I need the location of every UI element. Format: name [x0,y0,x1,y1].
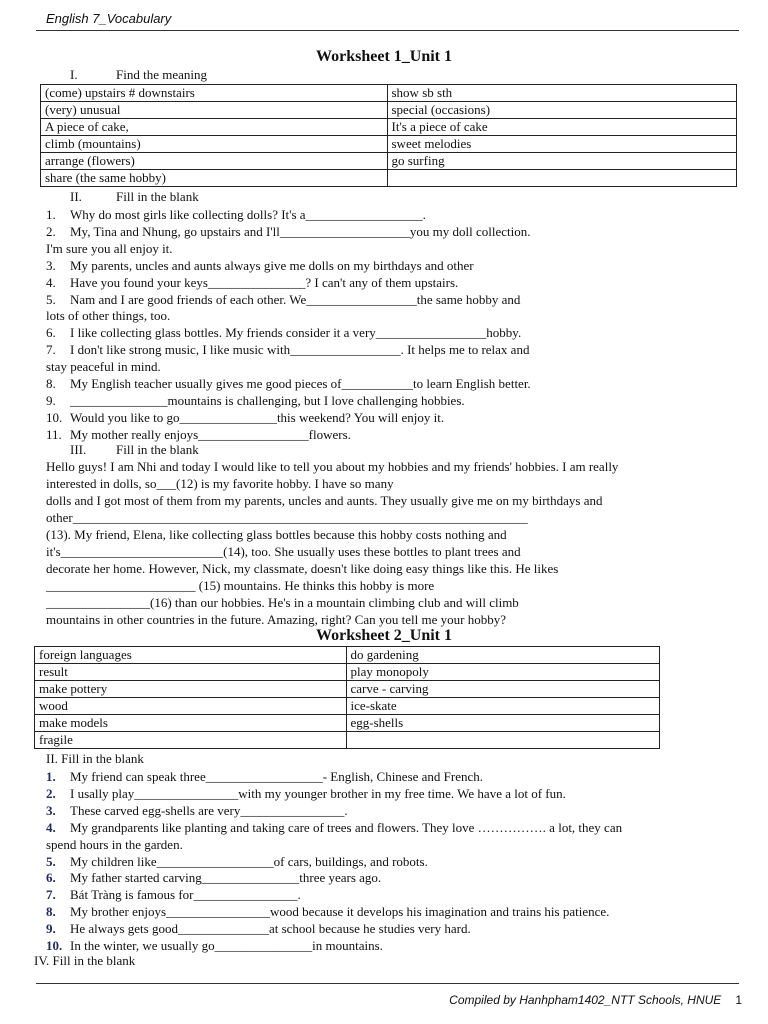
exercise-line [46,920,746,937]
exercise-text: stay peaceful in mind. [46,359,161,375]
exercise-number: 3. [46,802,56,818]
vocab-row [41,136,737,153]
exercise-number: 10. [46,938,63,953]
vocab-cell: fragile [35,732,347,749]
exercise-text: Nam and I are good friends of each other. We_________________the same hobby and [70,291,521,307]
passage-line: ________________(16) than our hobbies. He's in a mountain climbing club and will climb [46,595,519,610]
vocab-row [41,85,737,102]
vocab-row [41,153,737,170]
exercise-line [46,785,746,802]
exercise-line [46,291,746,308]
exercise-text: My friend can speak three__________________- English, Chinese and French. [70,769,484,784]
vocab-row [35,647,660,664]
exercise-line [46,257,746,274]
vocab-row [35,664,660,681]
exercise-text: spend hours in the garden. [46,836,183,852]
vocab-cell: make models [35,715,347,732]
worksheet-1-title: Worksheet 1_Unit 1 [316,48,452,65]
section-1-heading [70,67,207,83]
vocab-cell: carve - carving [346,681,660,698]
vocab-row [41,170,737,187]
exercise-number: 5. [46,291,56,307]
vocab-cell: climb (mountains) [41,136,388,153]
vocab-table-1 [40,84,737,187]
vocab-cell [346,732,660,749]
vocab-cell: make pottery [35,681,347,698]
exercise-number: 11. [46,426,62,442]
passage-line: mountains in other countries in the future. Amazing, right? Can you tell me your hobby? [46,612,506,627]
footer-credit: Compiled by Hanhpham1402_NTT Schools, HNUE [449,993,722,1007]
exercise-text: In the winter, we usually go_______________in mountains. [70,938,383,953]
vocab-cell: arrange (flowers) [41,153,388,170]
worksheet-2-title: Worksheet 2_Unit 1 [316,627,452,644]
vocab-cell: ice-skate [346,698,660,715]
page-number: 1 [735,993,742,1007]
vocab-cell: egg-shells [346,715,660,732]
header-title: English 7_Vocabulary [46,11,172,26]
exercise-number: 2. [46,223,56,239]
exercise-text: My father started carving_______________three years ago. [70,870,382,886]
exercise-line [46,274,746,291]
exercise-line [46,358,746,375]
exercise-line [46,341,746,358]
exercise-number: 9. [46,392,56,408]
vocab-cell: A piece of cake, [41,119,388,136]
vocab-cell: share (the same hobby) [41,170,388,187]
exercise-text: My English teacher usually gives me good pieces of___________to learn English better. [70,376,531,391]
exercise-number: 9. [46,921,56,937]
exercise-line [46,886,746,903]
vocab-cell: go surfing [387,153,737,170]
exercise-line [46,869,746,886]
exercise-text: My children like__________________of cars, buildings, and robots. [70,853,428,869]
exercise-text: My mother really enjoys_________________flowers. [70,426,351,442]
exercise-line [46,426,746,443]
footer-divider [36,983,739,984]
vocab-cell: play monopoly [346,664,660,681]
exercise-line [46,392,746,409]
exercise-line [46,937,746,954]
exercise-number: 1. [46,769,56,784]
passage-line: other______________________________________________________________________ [46,510,528,525]
exercise-text: I don't like strong music, I like music with_________________. It helps me to relax and [70,342,530,358]
exercise-line [46,853,746,870]
section-2-heading [70,189,199,205]
passage [46,458,746,628]
vocab-row [41,102,737,119]
exercise-text: I usally play________________with my younger brother in my free time. We have a lot of fun. [70,785,566,801]
exercise-line [46,836,746,853]
section-2-title: Fill in the blank [116,189,199,204]
exercise-line [46,223,746,240]
exercise-line [46,324,746,341]
exercise-text: My grandparents like planting and taking care of trees and flowers. They love ……………. a lot, they can [70,819,623,835]
exercise-line [46,802,746,819]
vocab-cell: sweet melodies [387,136,737,153]
header-divider [36,30,739,31]
exercise-line [46,819,746,836]
vocab-cell: show sb sth [387,85,737,102]
exercise-line [46,768,746,785]
passage-line: (13). My friend, Elena, like collecting glass bottles because this hobby costs nothing and [46,527,507,542]
exercise-text: Bát Tràng is famous for________________. [70,887,301,903]
section-3-heading [70,442,199,458]
exercise-text: These carved egg-shells are very________________. [70,802,348,818]
vocab-cell: (very) unusual [41,102,388,119]
exercise-text: _______________mountains is challenging, but I love challenging hobbies. [70,392,465,408]
exercise-number: 3. [46,257,56,273]
vocab-row [35,698,660,715]
passage-line: _______________________ (15) mountains. He thinks this hobby is more [46,578,435,593]
exercise-number: 2. [46,785,56,801]
ws2-section-2-heading: II. Fill in the blank [46,751,144,766]
passage-line: dolls and I got most of them from my parents, uncles and aunts. They usually give me on my birthdays and [46,493,603,508]
vocab-cell: (come) upstairs # downstairs [41,85,388,102]
vocab-cell: special (occasions) [387,102,737,119]
exercise-text: My, Tina and Nhung, go upstairs and I'll____________________you my doll collection. [70,223,531,239]
section-2-roman: II. [70,189,82,204]
section-3-roman: III. [70,442,87,457]
exercise-text: I'm sure you all enjoy it. [46,240,173,256]
exercise-line [46,409,746,426]
section-3-title: Fill in the blank [116,442,199,457]
exercise-number: 8. [46,376,56,391]
exercise-number: 7. [46,887,56,903]
exercise-number: 4. [46,274,56,290]
vocab-cell: wood [35,698,347,715]
exercise-text: My brother enjoys________________wood because it develops his imagination and trains his patience. [70,904,610,920]
exercise-number: 8. [46,904,56,920]
exercise-number: 6. [46,870,56,886]
exercise-text: Why do most girls like collecting dolls? It's a__________________. [70,207,426,222]
exercise-text: I like collecting glass bottles. My friends consider it a very_________________hobby. [70,325,522,341]
exercise-text: Would you like to go_______________this weekend? You will enjoy it. [70,409,445,425]
vocab-cell: do gardening [346,647,660,664]
vocab-row [35,715,660,732]
vocab-row [35,681,660,698]
exercise-line [46,240,746,257]
exercise-text: lots of other things, too. [46,308,171,324]
exercise-number: 6. [46,325,56,341]
exercise-text: My parents, uncles and aunts always give me dolls on my birthdays and other [70,257,474,273]
passage-line: decorate her home. However, Nick, my classmate, doesn't like doing easy things like this. He likes [46,561,559,576]
passage-line: it's_________________________(14), too. She usually uses these bottles to plant trees and [46,544,521,559]
vocab-cell: result [35,664,347,681]
exercise-number: 4. [46,819,56,835]
exercise-line [46,307,746,324]
exercise-line [46,375,746,392]
vocab-row [41,119,737,136]
vocab-table-2 [34,646,660,749]
footer [449,993,742,1007]
vocab-cell: It's a piece of cake [387,119,737,136]
exercise-text: He always gets good______________at school because he studies very hard. [70,921,471,937]
exercise-number: 1. [46,207,56,222]
exercise-number: 5. [46,853,56,869]
vocab-cell [387,170,737,187]
vocab-cell: foreign languages [35,647,347,664]
passage-line: interested in dolls, so___(12) is my favorite hobby. I have so many [46,476,394,491]
exercise-line [46,206,746,223]
passage-line: Hello guys! I am Nhi and today I would like to tell you about my hobbies and my friends' hobbies. I am really [46,459,619,474]
exercise-line [46,903,746,920]
ws2-section-4-heading: IV. Fill in the blank [34,953,136,968]
exercise-number: 10. [46,409,63,425]
section-1-title: Find the meaning [116,67,207,82]
exercise-number: 7. [46,342,56,358]
vocab-row [35,732,660,749]
exercise-text: Have you found your keys_______________? I can't any of them upstairs. [70,274,459,290]
section-1-roman: I. [70,67,78,82]
